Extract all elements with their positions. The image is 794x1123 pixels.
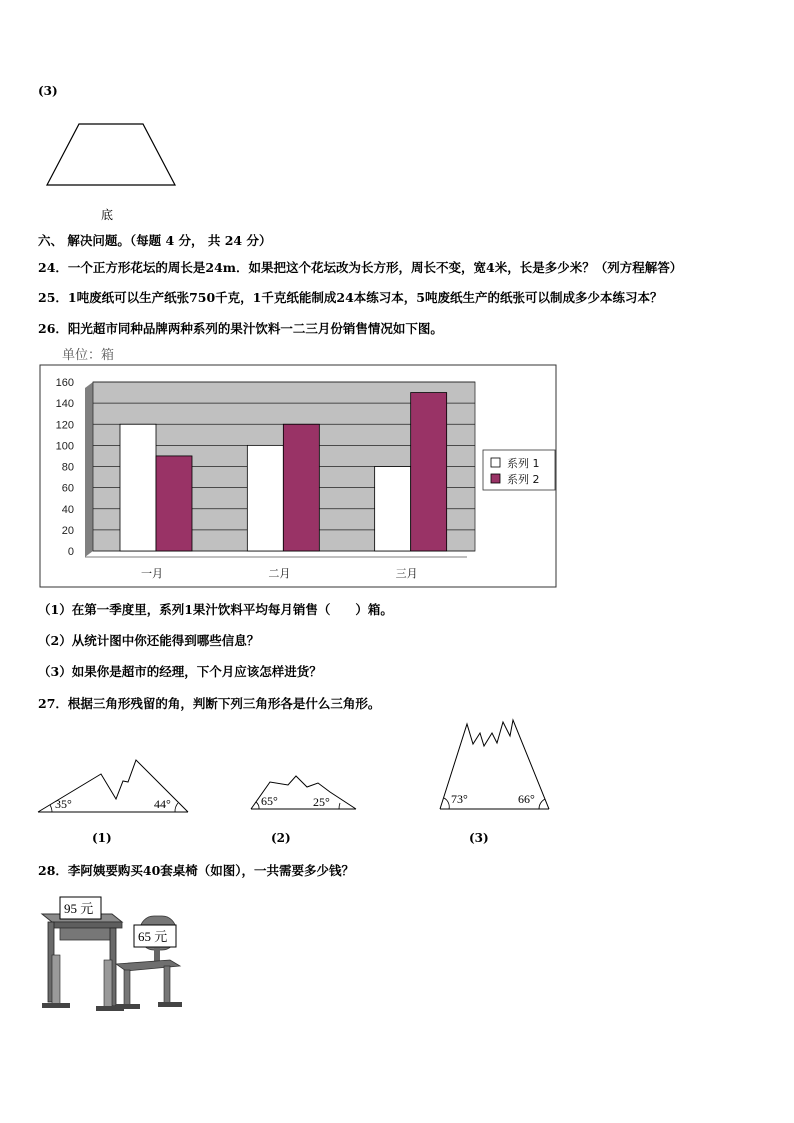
desk-price: 95 元 [64, 901, 94, 916]
chart-unit-label: 单位：箱 [62, 348, 115, 363]
legend-label: 系列 2 [507, 473, 540, 486]
triangle-2-label: (2) [271, 831, 291, 845]
base-label: 底 [101, 208, 114, 222]
triangle-1-right-angle: 44° [154, 797, 171, 811]
x-category-label: 二月 [268, 567, 291, 580]
figure-label-3: (3) [38, 84, 58, 98]
legend-label: 系列 1 [507, 457, 540, 470]
desk-icon [42, 914, 124, 1011]
triangle-1-label: (1) [92, 831, 112, 845]
y-tick-label: 100 [55, 440, 74, 453]
question-27: 27．根据三角形残留的角，判断下列三角形各是什么三角形。 [38, 696, 381, 711]
question-25: 25．1吨废纸可以生产纸张750千克，1千克纸能制成24本练习本，5吨废纸生产的纸张可以制成多少本练习本？ [38, 290, 663, 305]
x-category-label: 一月 [141, 567, 163, 580]
y-tick-label: 120 [55, 419, 74, 432]
y-tick-label: 40 [61, 503, 74, 516]
y-tick-label: 160 [55, 377, 74, 389]
question-26: 26．阳光超市同种品牌两种系列的果汁饮料一二三月份销售情况如下图。 [38, 321, 443, 336]
question-26-part-2: （2）从统计图中你还能得到哪些信息？ [38, 633, 260, 648]
question-28: 28．李阿姨要购买40套桌椅（如图），一共需要多少钱？ [38, 863, 355, 878]
chair-price: 65 元 [138, 929, 168, 944]
triangle-3-label: (3) [469, 831, 489, 845]
y-tick-label: 20 [61, 524, 74, 537]
y-tick-label: 0 [67, 546, 74, 558]
section-heading: 六、 解决问题。（每题 4 分， 共 24 分） [38, 233, 272, 248]
x-category-label: 三月 [395, 567, 418, 580]
triangle-1-left-angle: 35° [55, 797, 72, 811]
triangle-2-left-angle: 65° [261, 794, 278, 808]
question-24: 24．一个正方形花坛的周长是24m．如果把这个花坛改为长方形，周长不变，宽4米，长是多少米？（列方程解答） [38, 260, 683, 275]
triangle-3-right-angle: 66° [518, 792, 535, 806]
question-26-part-3: （3）如果你是超市的经理，下个月应该怎样进货？ [38, 664, 322, 679]
y-tick-label: 80 [61, 461, 74, 474]
triangle-3-left-angle: 73° [451, 792, 468, 806]
y-tick-label: 140 [55, 398, 74, 411]
triangle-2-right-angle: 25° [313, 795, 330, 809]
question-26-part-1: （1）在第一季度里，系列1果汁饮料平均每月销售（ ）箱。 [38, 602, 393, 617]
y-tick-label: 60 [61, 482, 74, 495]
